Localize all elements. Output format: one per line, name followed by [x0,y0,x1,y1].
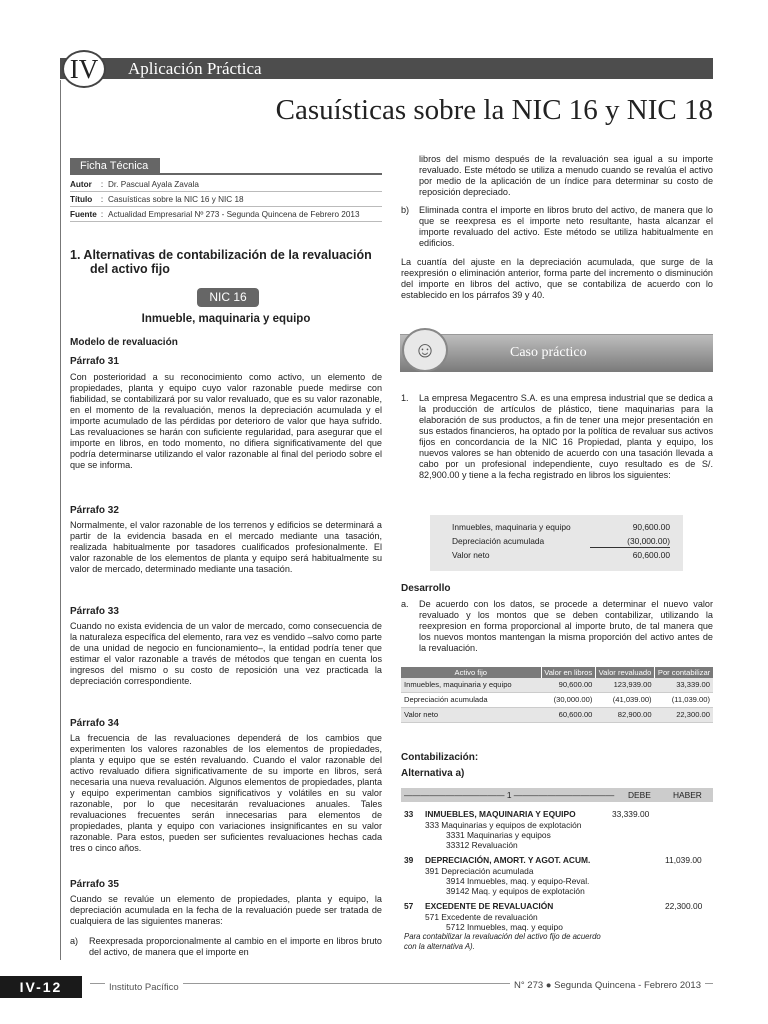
contabilizacion-heading: Contabilización: [401,752,479,763]
table-row [452,521,670,533]
table-cell: (11,039.00) [655,693,713,708]
people-icon: ☺ [402,328,448,372]
publisher-name: Instituto Pacífico [105,982,183,993]
alternativa-heading: Alternativa a) [401,768,465,779]
caso-text: La empresa Megacentro S.A. es una empresa industrial que se dedica a la producción de artículos de plástico, tiene maquinarias para la elaboración de sus productos, a fin de tener una mejor presentación en sus estados financieros, ha optado por la política de revaluar sus activos fijos en concordancia de la NIC 16 Propiedad, planta y equipo, los nuevos valores se han obtenido de acuerdo con una tasación llevada a cabo por un profesional independiente, cuyo resultado es de S/. 82,900.00 y tiene a la fecha registrado en libros los siguientes: [419,393,713,480]
journal-glosa: Para contabilizar la revaluación del activo fijo de acuerdo con la alternativa A). [404,932,601,951]
page-number: IV-12 [0,976,82,998]
revaluation-table [401,667,713,723]
ficha-sep: : [100,210,104,219]
table-cell: Inmuebles, maquinaria y equipo [401,678,541,693]
parrafo-31-heading: Párrafo 31 [70,356,119,367]
table-cell-value: 60,600.00 [632,550,670,560]
journal-code: 33 [404,809,414,819]
desarrollo-marker: a. [401,599,409,609]
table-cell: 33,339.00 [655,678,713,693]
ficha-value: Dr. Pascual Ayala Zavala [108,180,199,189]
journal-account: INMUEBLES, MAQUINARIA Y EQUIPO [425,809,576,819]
cuantia-text: La cuantía del ajuste en la depreciación acumulada, que surge de la reexpresión o eliminación anterior, forma parte del incremento o disminución del importe en libros del activo, que se contabiliza de acuerdo con lo establecido en los párrafos 39 y 40. [401,257,713,300]
parrafo-32-text: Normalmente, el valor razonable de los terrenos y edificios se determinará a partir de la evidencia basada en el mercado mediante una tasación, realizada habitualmente por tasadores cualificados profesionalmente. El valor razonable de los elementos de planta y equipo será habitualmente su valor de mercado, determinado mediante una tasación. [70,520,382,574]
list-marker-b: b) [401,205,410,215]
table-header: Valor revaluado [595,667,654,678]
heading-alternativas: 1. Alternativas de contabilización de la revaluación [70,248,372,262]
journal-haber: 22,300.00 [665,901,703,911]
table-cell: (30,000.00) [541,693,595,708]
modelo-heading: Modelo de revaluación [70,337,178,348]
ficha-row-fuente [70,208,382,222]
nic16-subtitle: Inmueble, maquinaria y equipo [141,313,311,325]
table-row [452,535,670,548]
journal-debe: 33,339.00 [612,809,650,819]
section-number: IV [62,50,106,88]
item-b-text: Eliminada contra el importe en libros bruto del activo, de manera que lo que se reexpresa es el importe neto resultante, hasta alcanzar el importe revaluado del activo. Este método se utiliza habitualmente en edificios. [419,205,713,248]
parrafo-35-item-a: Reexpresada proporcionalmente al cambio en el importe en libros bruto del activo, de manera que el importe en [89,936,382,957]
table-cell-value: 90,600.00 [632,522,670,532]
issue-info: N° 273 ● Segunda Quincena - Febrero 2013 [510,980,705,991]
haber-header: HABER [673,790,702,800]
ficha-value: Actualidad Empresarial Nº 273 - Segunda Quincena de Febrero 2013 [108,210,360,219]
ficha-sep: : [100,195,104,204]
journal-subaccount: 33312 Revaluación [446,840,518,850]
journal-subaccount: 3331 Maquinarias y equipos [446,830,551,840]
table-cell-label: Valor neto [452,550,490,560]
section-name: Aplicación Práctica [128,59,262,78]
ficha-row-autor [70,178,382,192]
table-cell: Depreciación acumulada [401,693,541,708]
caso-practico-label: Caso práctico [510,345,587,360]
table-header: Por contabilizar [655,667,713,678]
table-row [401,678,713,693]
table-header: Valor en libros [541,667,595,678]
journal-subaccount: 3914 Inmuebles, maq. y equipo-Reval. [446,876,590,886]
journal-separator: ———————————— 1 ———————————— [404,790,615,800]
table-row [401,708,713,723]
parrafo-35-heading: Párrafo 35 [70,879,119,890]
table-cell: 60,600.00 [541,708,595,723]
ficha-label: Fuente [70,210,97,219]
heading-alternativas-cont: del activo fijo [90,262,170,276]
list-marker-a: a) [70,936,79,946]
journal-account: DEPRECIACIÓN, AMORT. Y AGOT. ACUM. [425,855,591,865]
parrafo-33-heading: Párrafo 33 [70,606,119,617]
left-margin-rule [60,80,61,960]
table-header: Activo fijo [401,667,541,678]
parrafo-31-text: Con posterioridad a su reconocimiento como activo, un elemento de propiedades, planta y equipo cuyo valor razonable puede medirse con fiabilidad, se contabilizará por su valor revaluado, que es su valor razonable, en el momento de la revaluación, menos la depreciación acumulada y el importe acumulado de las pérdidas por deterioro de valor que haya sufrido. Las revaluaciones se harán con suficiente regularidad, para asegurar que el importe en libros, en todo momento, no difiera significativamente del que podría determinarse utilizando el valor razonable al final del periodo sobre el que se informa. [70,372,382,470]
table-cell: 123,939.00 [595,678,654,693]
table-cell: 90,600.00 [541,678,595,693]
journal-code: 57 [404,901,414,911]
ficha-value: Casuísticas sobre la NIC 16 y NIC 18 [108,195,244,204]
table-cell: (41,039.00) [595,693,654,708]
parrafo-35-text: Cuando se revalúe un elemento de propiedades, planta y equipo, la depreciación acumulada en la fecha de la revaluación puede ser tratada de cualquiera de las siguientes maneras: [70,894,382,926]
journal-subaccount: 39142 Maq. y equipos de explotación [446,886,585,896]
ficha-sep: : [100,180,104,189]
journal-subaccount: 5712 Inmuebles, maq. y equipo [446,922,563,932]
ficha-label: Título [70,195,93,204]
journal-subaccount: 333 Maquinarias y equipos de explotación [425,820,582,830]
parrafo-32-heading: Párrafo 32 [70,505,119,516]
parrafo-33-text: Cuando no exista evidencia de un valor de mercado, como consecuencia de la naturaleza específica del elemento, rara vez es vendido –salvo como parte de una unidad de negocio en funcionamiento–, la entidad podría tener que estimar el valor razonable a través de métodos que tengan en cuenta los ingresos del mismo o su costo de reposición una vez practicada la depreciación correspondiente. [70,621,382,686]
desarrollo-heading: Desarrollo [401,583,451,594]
table-cell-label: Inmuebles, maquinaria y equipo [452,522,571,532]
parrafo-34-text: La frecuencia de las revaluaciones dependerá de los cambios que experimenten los valores razonables de los elementos de propiedades, planta y equipo que se estén revaluando. Cuando el valor razonable del activo revaluado difiera significativamente de su importe en libros, será necesaria una nueva revaluación. Algunos elementos de propiedades, planta y equipo experimentan cambios significativos y volátiles en su valor razonable, por lo que necesitarán revaluaciones anuales. Tales revaluaciones frecuentes serán innecesarias para elementos de propiedades, planta y equipo con variaciones insignificantes en su valor razonable. Para estos, pueden ser suficientes revaluaciones hechas cada tres o cinco años. [70,733,382,853]
table-cell: Valor neto [401,708,541,723]
parrafo-34-heading: Párrafo 34 [70,718,119,729]
ficha-rule [70,173,382,175]
journal-subaccount: 391 Depreciación acumulada [425,866,534,876]
table-row [452,549,670,561]
table-row [401,693,713,708]
table-cell: 82,900.00 [595,708,654,723]
journal-haber: 11,039.00 [665,855,702,865]
ficha-tecnica-label: Ficha Técnica [70,158,160,174]
table-header-row [401,667,713,678]
table-cell-value: (30,000.00) [590,535,670,548]
table-cell-label: Depreciación acumulada [452,536,545,546]
nic16-badge: NIC 16 [197,288,259,307]
page-title: Casuísticas sobre la NIC 16 y NIC 18 [275,94,713,126]
table-cell: 22,300.00 [655,708,713,723]
ficha-row-titulo [70,193,382,207]
journal-subaccount: 571 Excedente de revaluación [425,912,538,922]
journal-account: EXCEDENTE DE REVALUACIÓN [425,901,554,911]
debe-header: DEBE [628,790,651,800]
desarrollo-text: De acuerdo con los datos, se procede a determinar el nuevo valor revaluado y los montos que se deben contabilizar, utilizando la reexpresion en forma proporcional al importe bruto, de tal manera que los nuevos montos mantengan la misma proporción del activo antes de la revaluación. [419,599,713,653]
journal-code: 39 [404,855,414,865]
item-a-continuation: libros del mismo después de la revaluación sea igual a su importe revaluado. Este método se utiliza a menudo cuando se revalúa el activo por medio de la aplicación de un índice para determinar su costo de reposición depreciado. [419,154,713,197]
ficha-label: Autor [70,180,92,189]
caso-marker: 1. [401,393,409,403]
